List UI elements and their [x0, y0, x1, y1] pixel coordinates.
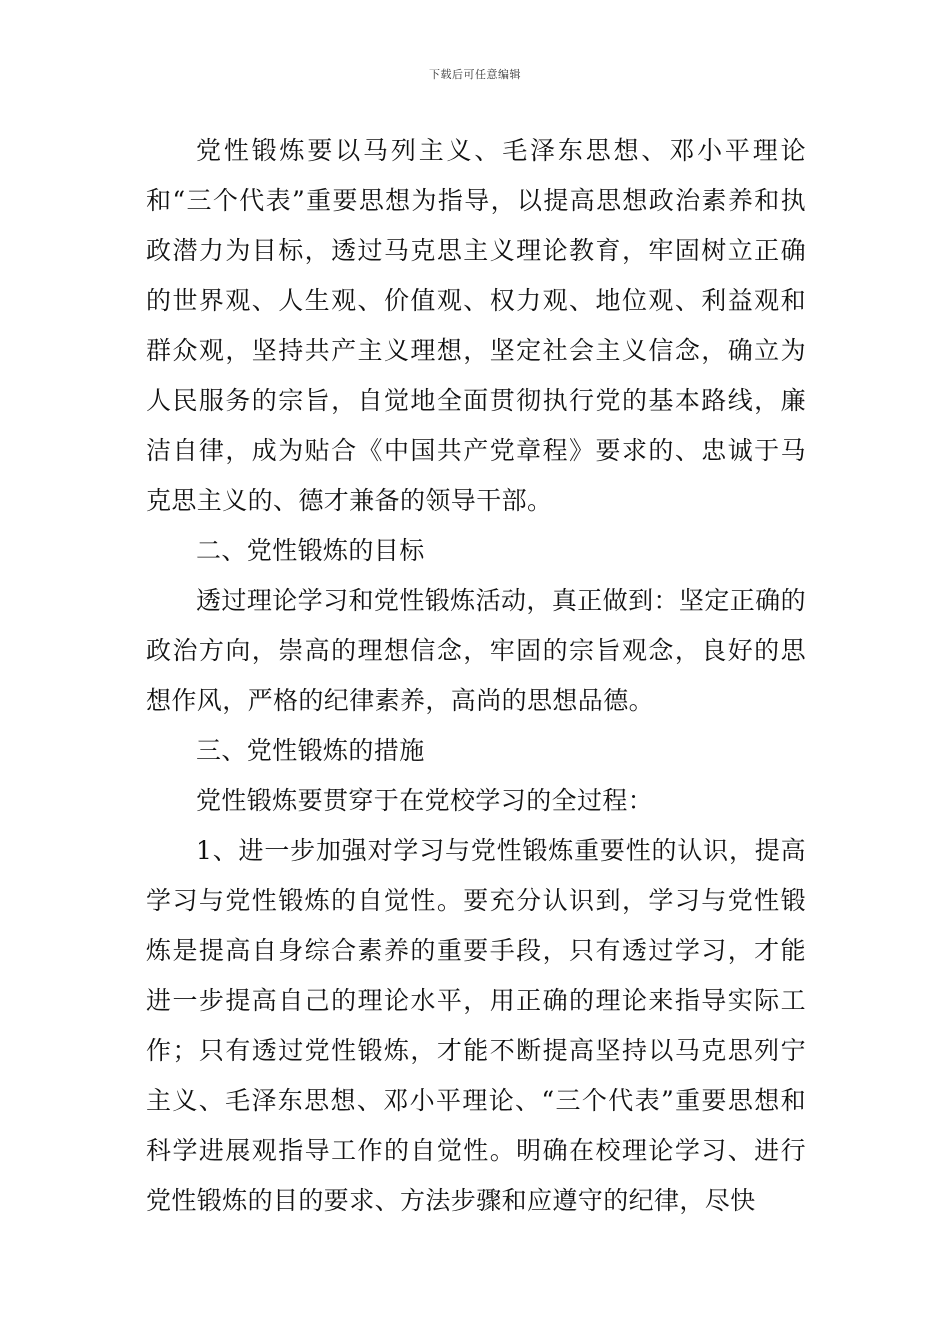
page-header-note: 下载后可任意编辑 — [429, 68, 521, 81]
paragraph-measures-intro: 党性锻炼要贯穿于在党校学习的全过程： — [196, 786, 654, 815]
paragraph-goals: 透过理论学习和党性锻炼活动，真正做到：坚定正确的政治方向，崇高的理想信念，牢固的宗旨观念，良好的思想作风，严格的纪律素养，高尚的思想品德。 — [146, 586, 806, 715]
paragraph-measure-1: 1、进一步加强对学习与党性锻炼重要性的认识，提高学习与党性锻炼的自觉性。要充分认识到，学习与党性锻炼是提高自身综合素养的重要手段，只有透过学习，才能进一步提高自己的理论水平，用正确的理论来指导实际工作；只有透过党性锻炼，才能不断提高坚持以马克思列宁主义、毛泽东思想、邓小平理论、“三个代表”重要思想和科学进展观指导工作的自觉性。明确在校理论学习、进行党性锻炼的目的要求、方法步骤和应遵守的纪律，尽快 — [146, 836, 806, 1215]
section-heading-goals: 二、党性锻炼的目标 — [196, 536, 425, 565]
document-body — [146, 126, 806, 1226]
section-heading-measures: 三、党性锻炼的措施 — [196, 736, 425, 765]
paragraph-guiding-principles: 党性锻炼要以马列主义、毛泽东思想、邓小平理论和“三个代表”重要思想为指导，以提高思想政治素养和执政潜力为目标，透过马克思主义理论教育，牢固树立正确的世界观、人生观、价值观、权力观、地位观、利益观和群众观，坚持共产主义理想，坚定社会主义信念，确立为人民服务的宗旨，自觉地全面贯彻执行党的基本路线，廉洁自律，成为贴合《中国共产党章程》要求的、忠诚于马克思主义的、德才兼备的领导干部。 — [146, 136, 806, 515]
